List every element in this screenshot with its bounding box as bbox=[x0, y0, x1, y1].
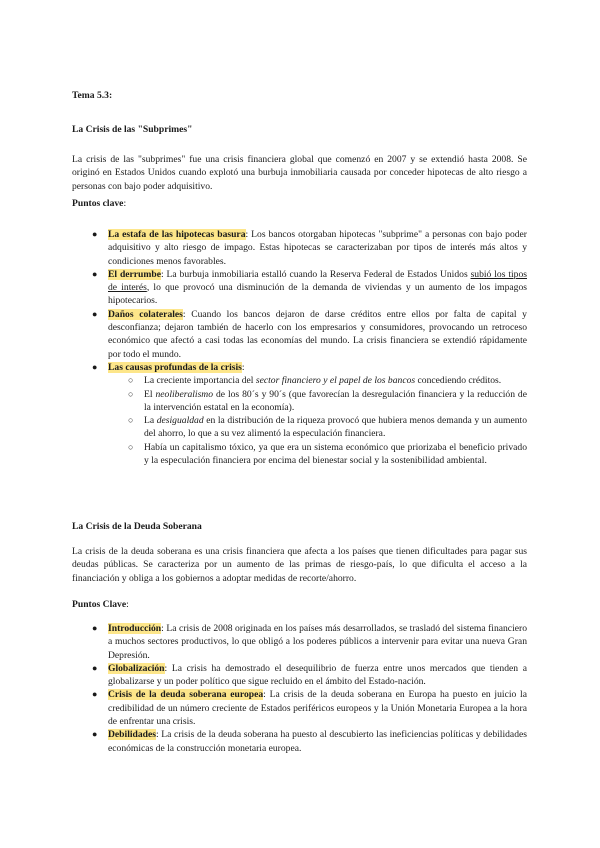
list-item: ● Debilidades: La crisis de la deuda soberana ha puesto al descubierto las ineficiencias políticas y debilidades económicas de la construcción monetaria europea. bbox=[92, 729, 527, 754]
bullet-text: La crisis de la deuda soberana ha puesto al descubierto las ineficiencias políticas y debilidades económicas de la construcción monetaria europea. bbox=[108, 729, 527, 754]
underlined-text: subió los tipos de interés bbox=[108, 268, 527, 294]
bullet-label: Debilidades bbox=[108, 729, 156, 741]
bullet-label: El derrumbe bbox=[108, 268, 161, 280]
list-item: ● Globalización: La crisis ha demostrado el desequilibrio de fuerza entre unos mercados que tienden a globalizarse y un poder político que sigue recluido en el ámbito del Estado-nación. bbox=[92, 662, 527, 688]
circle-bullet-icon: ○ bbox=[128, 415, 134, 426]
section2-bullet-list bbox=[92, 622, 527, 755]
sub-text: de los 80´s y 90´s (que favorecían la desregulación financiera y la reducción de la intervención estatal en la economía). bbox=[144, 388, 527, 413]
bullet-icon: ● bbox=[92, 729, 98, 740]
sub-list-item bbox=[128, 414, 527, 441]
topic-heading: Tema 5.3: bbox=[72, 90, 113, 101]
list-item: ● Las causas profundas de la crisis: ○ La creciente importancia del sector financiero y el papel de los bancos concediendo créditos. ○ El neoliberalismo de los 80´s y 90´s (que favorecían la desregulación financiera y la reducción de la intervención estatal en la economía). ○ La desigualdad en la distribución de la riqueza provocó que hubiera menos demanda y un aumento del ahorro, lo que a su vez alimentó la especulación financiera. ○ Había un capitalismo tóxico, ya que era un sistema económico que priorizaba el beneficio privado y la especulación financiera por encima del bienestar social y la sostenibilidad ambiental. bbox=[92, 361, 527, 467]
section2-title: La Crisis de la Deuda Soberana bbox=[72, 521, 202, 532]
sub-list-item bbox=[128, 374, 527, 387]
bullet-icon: ● bbox=[92, 689, 98, 700]
sub-text: Había un capitalismo tóxico, ya que era un sistema económico que priorizaba el beneficio privado y la especulación financiera por encima del bienestar social y la sostenibilidad ambiental. bbox=[144, 441, 527, 467]
bullet-label: Crisis de la deuda soberana europea bbox=[108, 689, 264, 701]
italic-text: sector financiero y el papel de los bancos bbox=[255, 375, 416, 387]
sub-text: en la distribución de la riqueza provocó que hubiera menos demanda y un aumento del ahorro, lo que a su vez alimentó la especulación financiera. bbox=[144, 415, 527, 440]
bullet-icon: ● bbox=[92, 662, 98, 673]
list-item: ● Crisis de la deuda soberana europea: La crisis de la deuda soberana en Europa ha puesto en juicio la credibilidad de un número creciente de Estados periféricos europeos y la Unión Monetaria Europea a la hora de enfrentar una crisis. bbox=[92, 689, 527, 728]
sub-list-item bbox=[128, 388, 527, 415]
bullet-label: Daños colaterales bbox=[108, 308, 183, 320]
points-heading-text: Puntos Clave bbox=[72, 599, 127, 610]
points-heading-text: Puntos clave bbox=[72, 198, 124, 209]
circle-bullet-icon: ○ bbox=[128, 441, 134, 452]
bullet-text: La burbuja inmobiliaria estalló cuando la Reserva Federal de Estados Unidos bbox=[166, 268, 471, 280]
circle-bullet-icon: ○ bbox=[128, 375, 134, 386]
circle-bullet-icon: ○ bbox=[128, 388, 134, 399]
bullet-label: Las causas profundas de la crisis bbox=[108, 361, 242, 373]
bullet-label: Introducción bbox=[108, 623, 162, 634]
bullet-text: , lo que provocó una disminución de la demanda de viviendas y un aumento de los impagos hipotecarios. bbox=[108, 282, 527, 307]
section1-intro: La crisis de las "subprimes" fue una crisis financiera global que comenzó en 2007 y se extendió hasta 2008. Se originó en Estados Unidos cuando explotó una burbuja inmobiliaria causada por conceder hipotecas de alto riesgo a personas con bajo poder adquisitivo. bbox=[72, 154, 527, 192]
bullet-icon: ● bbox=[92, 361, 98, 372]
sub-text: El bbox=[144, 388, 156, 400]
bullet-icon: ● bbox=[92, 308, 98, 319]
italic-text: desigualdad bbox=[156, 415, 204, 427]
list-item: ● La estafa de las hipotecas basura: Los bancos otorgaban hipotecas "subprime" a personas con bajo poder adquisitivo y alto riesgo de impago. Estas hipotecas se caracterizaban por tipos de interés más altos y condiciones menos favorables. bbox=[92, 229, 527, 267]
bullet-text: Cuando los bancos dejaron de darse créditos entre ellos por falta de capital y desconfianza; dejaron también de hacerlo con los empresarios y consumidores, provocando un retroceso económico que afectó a casi todas las economías del mundo. La crisis financiera se extendió rápidamente por todo el mundo. bbox=[108, 308, 527, 360]
section2-points-heading: Puntos Clave: bbox=[72, 599, 129, 610]
sub-list-item bbox=[128, 441, 527, 468]
sub-text: La bbox=[144, 415, 157, 427]
bullet-label: La estafa de las hipotecas basura bbox=[108, 229, 246, 240]
topic-label: Tema 5.3 bbox=[72, 90, 109, 101]
section1-bullet-list bbox=[92, 228, 527, 467]
sub-bullet-list bbox=[128, 374, 527, 467]
section1-title: La Crisis de las "Subprimes" bbox=[72, 124, 193, 135]
bullet-icon: ● bbox=[92, 268, 98, 279]
bullet-text: La crisis de la deuda soberana en Europa ha puesto en juicio la credibilidad de un número creciente de Estados periféricos europeos y la Unión Monetaria Europea a la hora de enfrentar una crisis. bbox=[108, 689, 527, 728]
list-item: ● El derrumbe: La burbuja inmobiliaria estalló cuando la Reserva Federal de Estados Unidos subió los tipos de interés, lo que provocó una disminución de la demanda de viviendas y un aumento de los impagos hipotecarios. bbox=[92, 268, 527, 307]
list-item: ● Daños colaterales: Cuando los bancos dejaron de darse créditos entre ellos por falta de capital y desconfianza; dejaron también de hacerlo con los empresarios y consumidores, provocando un retroceso económico que afectó a casi todas las economías del mundo. La crisis financiera se extendió rápidamente por todo el mundo. bbox=[92, 308, 527, 360]
bullet-text: La crisis ha demostrado el desequilibrio de fuerza entre unos mercados que tienden a globalizarse y un poder político que sigue recluido en el ámbito del Estado-nación. bbox=[108, 662, 527, 688]
bullet-icon: ● bbox=[92, 229, 98, 239]
section2-intro: La crisis de la deuda soberana es una crisis financiera que afecta a los países que tienen dificultades para pagar sus deudas públicas. Se caracteriza por un aumento de las primas de riesgo-país, lo que dificulta el acceso a la financiación y obliga a los gobiernos a adoptar medidas de recorte/ahorro. bbox=[72, 546, 527, 584]
italic-text: neoliberalismo bbox=[155, 388, 214, 400]
bullet-text: Los bancos otorgaban hipotecas "subprime" a personas con bajo poder adquisitivo y alto riesgo de impago. Estas hipotecas se caracterizaban por tipos de interés más altos y condiciones menos favorables. bbox=[108, 229, 527, 267]
sub-text: concediendo créditos. bbox=[415, 375, 502, 387]
bullet-label: Globalización bbox=[108, 662, 165, 674]
bullet-text: La crisis de 2008 originada en los países más desarrollados, se trasladó del sistema financiero a muchos sectores productivos, lo que obligó a los poderes públicos a intervenir para evitar una nueva Gran Depresión. bbox=[108, 623, 527, 661]
bullet-icon: ● bbox=[92, 623, 98, 633]
sub-text: La creciente importancia del bbox=[144, 375, 256, 387]
list-item: ● Introducción: La crisis de 2008 originada en los países más desarrollados, se trasladó del sistema financiero a muchos sectores productivos, lo que obligó a los poderes públicos a intervenir para evitar una nueva Gran Depresión. bbox=[92, 623, 527, 661]
section1-points-heading: Puntos clave: bbox=[72, 198, 127, 209]
